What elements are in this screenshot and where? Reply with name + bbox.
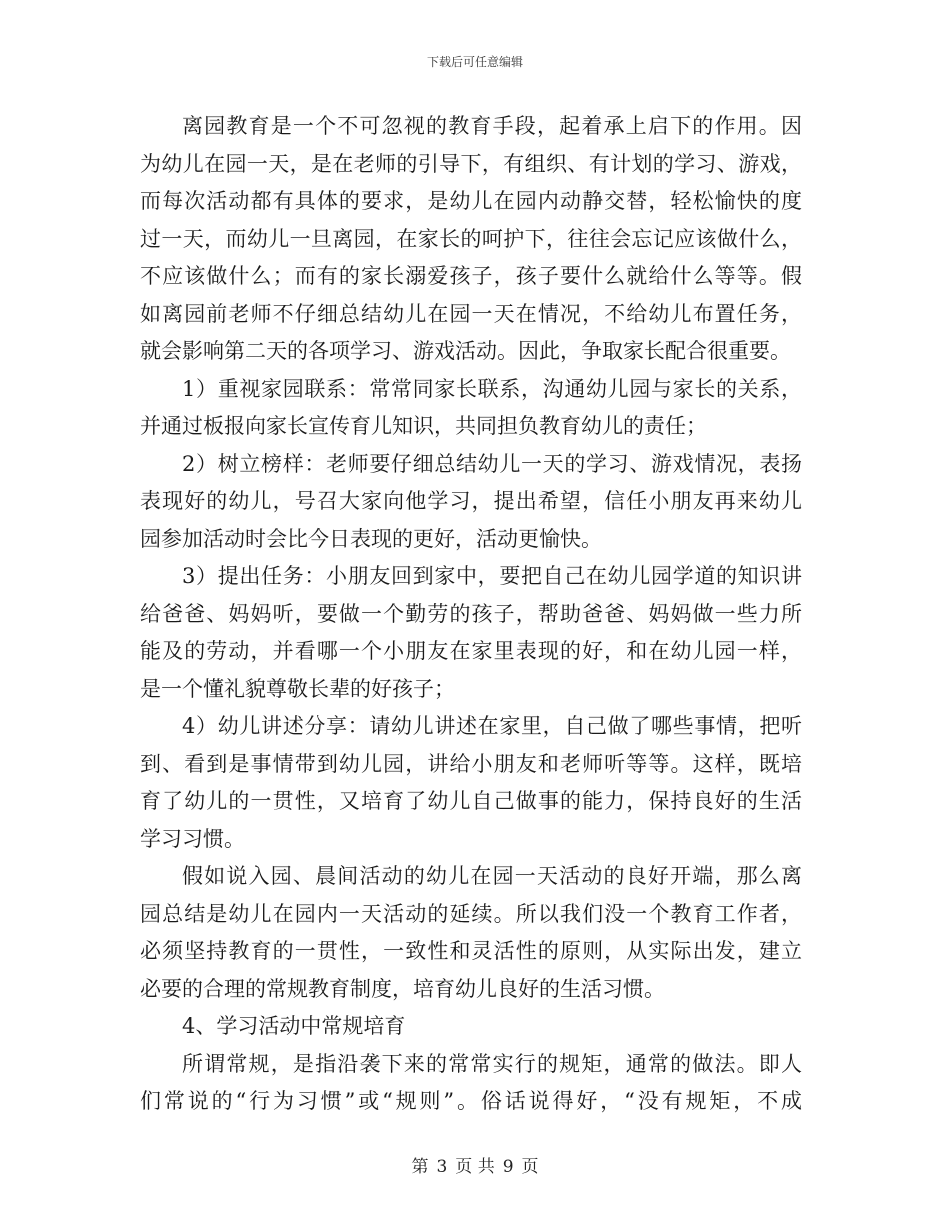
text-line: 必须坚持教育的一贯性，一致性和灵活性的原则，从实际出发，建立 <box>140 939 802 963</box>
text-line: 表现好的幼儿，号召大家向他学习，提出希望，信任小朋友再来幼儿 <box>140 489 802 513</box>
page-number-prefix: 第 <box>411 1157 429 1177</box>
text-line: 不应该做什么；而有的家长溺爱孩子，孩子要什么就给什么等等。假 <box>140 264 802 288</box>
text-line: 必要的合理的常规教育制度，培育幼儿良好的生活习惯。 <box>140 976 665 1001</box>
text-line: 2）树立榜样：老师要仔细总结幼儿一天的学习、游戏情况，表扬 <box>182 451 802 476</box>
text-line: 离园教育是一个不可忽视的教育手段，起着承上启下的作用。因 <box>182 114 802 138</box>
document-body <box>140 108 802 1121</box>
text-line: 过一天，而幼儿一旦离园，在家长的呵护下，往往会忘记应该做什么， <box>140 226 802 251</box>
page-footer <box>0 1152 950 1177</box>
text-line: 为幼儿在园一天，是在老师的引导下，有组织、有计划的学习、游戏， <box>140 151 802 176</box>
text-line: 所谓常规，是指沿袭下来的常常实行的规矩，通常的做法。即人 <box>182 1051 802 1076</box>
text-line: 并通过板报向家长宣传育儿知识，共同担负教育幼儿的责任； <box>140 414 707 438</box>
text-line: 4）幼儿讲述分享：请幼儿讲述在家里，自己做了哪些事情，把听 <box>182 714 802 738</box>
text-line: 到、看到是事情带到幼儿园，讲给小朋友和老师听等等。这样，既培 <box>140 751 802 776</box>
text-line: 4、学习活动中常规培育 <box>182 1014 406 1038</box>
text-line: 能及的劳动，并看哪一个小朋友在家里表现的好，和在幼儿园一样， <box>140 639 802 663</box>
text-line: 就会影响第二天的各项学习、游戏活动。因此，争取家长配合很重要。 <box>140 339 791 363</box>
page-header: 下载后可任意编辑 <box>426 55 523 69</box>
text-line: 园总结是幼儿在园内一天活动的延续。所以我们没一个教育工作者， <box>140 901 802 926</box>
text-line: 而每次活动都有具体的要求，是幼儿在园内动静交替，轻松愉快的度 <box>140 189 802 213</box>
text-line: 3）提出任务：小朋友回到家中，要把自己在幼儿园学道的知识讲 <box>182 564 802 588</box>
text-line: 学习习惯。 <box>140 826 245 851</box>
text-line: 是一个懂礼貌尊敬长辈的好孩子； <box>140 676 455 701</box>
page-number-middle: 页 共 <box>455 1157 495 1177</box>
text-line: 给爸爸、妈妈听，要做一个勤劳的孩子，帮助爸爸、妈妈做一些力所 <box>140 601 802 626</box>
text-line: 们常说的“行为习惯”或“规则”。俗话说得好，“没有规矩，不成 <box>140 1089 802 1113</box>
text-line: 园参加活动时会比今日表现的更好，活动更愉快。 <box>140 526 602 551</box>
current-page-number: 3 <box>436 1157 448 1177</box>
text-line: 假如说入园、晨间活动的幼儿在园一天活动的良好开端，那么离 <box>182 864 802 888</box>
text-line: 如离园前老师不仔细总结幼儿在园一天在情况，不给幼儿布置任务， <box>140 301 802 326</box>
total-page-count: 9 <box>502 1157 514 1177</box>
text-line: 育了幼儿的一贯性，又培育了幼儿自己做事的能力，保持良好的生活 <box>140 789 802 813</box>
text-line: 1）重视家园联系：常常同家长联系，沟通幼儿园与家长的关系， <box>182 376 802 401</box>
page-number-suffix: 页 <box>521 1157 539 1177</box>
